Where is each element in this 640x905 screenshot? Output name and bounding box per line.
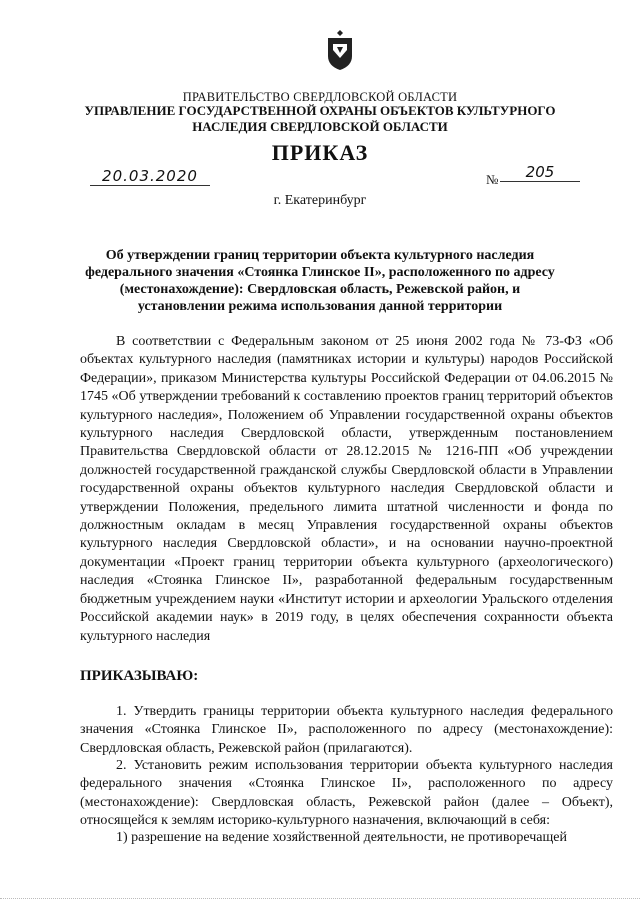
order-item: 2. Установить режим использования территории объекта культурного наследия федерального значения «Стоянка Глинское II», расположенного по адресу (местонахождение): Свердловская область, Режевской район (далее – Объект), относящейся к землям историко-культурного назначения, включающий в себя: (80, 758, 613, 829)
order-item: 1) разрешение на ведение хозяйственной деятельности, не противоречащей (116, 830, 567, 845)
coat-of-arms-icon (325, 28, 355, 72)
city: г. Екатеринбург (273, 193, 367, 208)
number-label: № (486, 172, 499, 187)
order-number: 205 (500, 163, 580, 182)
government-name: ПРАВИТЕЛЬСТВО СВЕРДЛОВСКОЙ ОБЛАСТИ (182, 90, 458, 104)
preamble-paragraph: В соответствии с Федеральным законом от 25 июня 2002 года № 73-ФЗ «Об объектах культурного наследия (памятниках истории и культуры) народов Российской Федерации», приказом Министерства культуры Российской Федерации от 04.06.2015 № 1745 «Об утверждении требований к составлению проектов границ территорий объектов культурного наследия», Положением об Управлении государственной охраны объектов культурного наследия Свердловской области, утвержденным постановлением Правительства Свердловской области от 28.12.2015 № 1216-ПП «Об учреждении должностей государственной гражданской службы Свердловской области в Управлении государственной охраны объектов культурного наследия Свердловской области и утверждении Положения, предельного лимита штатной численности и фонда по должностным окладам в месяц Управления государственной охраны объектов культурного наследия Свердловской области», и на основании научно-проектной документации «Проект границ территории объекта культурного (археологического) наследия «Стоянка Глинское II», разработанной федеральным государственным бюджетным учреждением науки «Институт истории и археологии Уральского отделения Российской академии наук» в 2019 году, в целях обеспечения сохранности объекта культурного наследия (80, 334, 613, 644)
order-date: 20.03.2020 (90, 167, 210, 186)
department-name: УПРАВЛЕНИЕ ГОСУДАРСТВЕННОЙ ОХРАНЫ ОБЪЕКТОВ КУЛЬТУРНОГО НАСЛЕДИЯ СВЕРДЛОВСКОЙ ОБЛАСТИ (84, 103, 556, 134)
document-type: ПРИКАЗ (271, 140, 369, 165)
page-edge-divider (0, 898, 640, 899)
document-title: Об утверждении границ территории объекта культурного наследия федерального значения «Стоянка Глинское II», расположенного по адресу (местонахождение): Свердловская область, Режевской район, и установлении режима использования данной территории (85, 248, 555, 314)
order-item: 1. Утвердить границы территории объекта культурного наследия федерального значения «Стоянка Глинское II», расположенного по адресу (местонахождение): Свердловская область, Режевской район (прилагаются). (80, 704, 613, 756)
order-heading: ПРИКАЗЫВАЮ: (80, 668, 199, 684)
